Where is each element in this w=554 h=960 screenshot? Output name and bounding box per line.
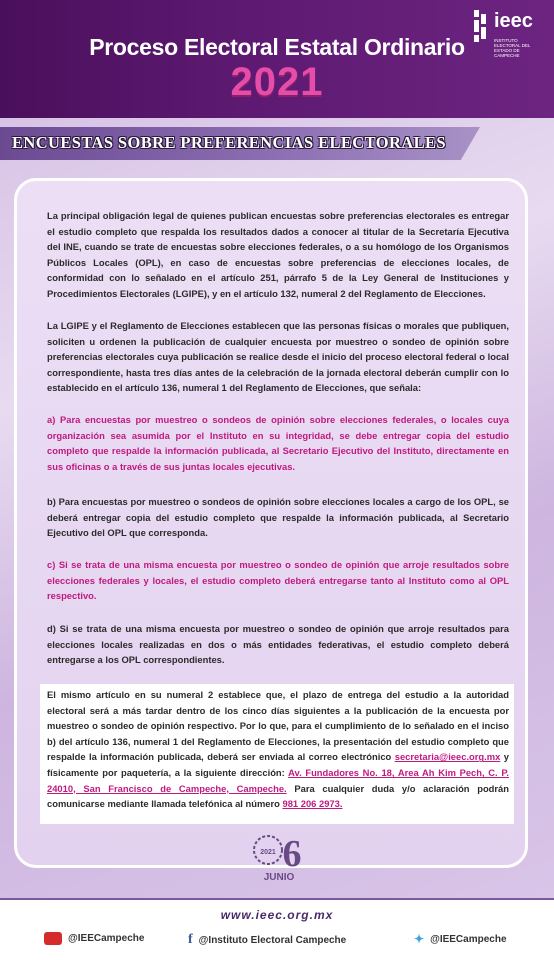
phone-link[interactable]: 981 206 2973. (282, 798, 343, 810)
deadline-text-1: El mismo artículo en su numeral 2 establece que, el plazo de entrega del estudio a la autoridad electoral será a más tardar dentro de los cinco días siguientes a la publicación de la encuesta por muestreo o sondeo de opinión respectivo. Por lo que, para el cumplimiento de lo señalado en el inciso b) del artículo 136, numeral 1 del Reglamento de Elecciones, la presentación del estudio completo que respalde la información publicada, deberá ser enviada al correo electrónico (47, 689, 509, 763)
paragraph-item-b: b) Para encuestas por muestreo o sondeos de opinión sobre elecciones locales a cargo de los OPL, se deberá entregar copia del estudio completo que respalde la información publicada, al Secretario Ejecutivo del OPL que corresponda. (47, 496, 509, 539)
emblem-year: 2021 (260, 849, 276, 856)
twitter-handle: @IEECampeche (430, 933, 507, 945)
youtube-icon (44, 932, 62, 945)
youtube-link[interactable] (44, 932, 144, 945)
emblem-day: 6 (282, 833, 302, 875)
paragraph-item-d: d) Si se trata de una misma encuesta por muestreo o sondeo de opinión que arroje resultados para elecciones locales realizadas en dos o más entidades federativas, el estudio completo deberá entregarse a los OPL correspondientes. (47, 623, 509, 666)
facebook-link[interactable] (188, 932, 346, 948)
youtube-handle: @IEECampeche (68, 933, 145, 944)
twitter-link[interactable] (414, 932, 507, 946)
paragraph-lgipe: La LGIPE y el Reglamento de Elecciones establecen que las personas físicas o morales que publiquen, soliciten u ordenen la publicación de cualquier encuesta por muestreo o sondeo de opinión sobre preferencias electorales cuya publicación se realice desde el inicio del proceso electoral federal o local correspondiente, hasta tres días antes de la celebración de la jornada electoral deberán cumplir con lo establecido en el artículo 136, numeral 1 del Reglamento de Elecciones, que señala: (47, 320, 509, 394)
paragraph-deadline (47, 687, 509, 812)
logo-subtitle: INSTITUTO ELECTORAL DEL ESTADO DE CAMPECHE (494, 38, 531, 58)
deadline-text-3: Para cualquier duda y/o aclaración podrán comunicarse mediante llamada telefónica al número (47, 782, 509, 810)
website-link[interactable]: www.ieec.org.mx (220, 908, 334, 922)
deadline-text-2: y físicamente por paquetería, a la siguiente dirección: (47, 751, 509, 778)
page-title: Proceso Electoral Estatal Ordinario (89, 34, 465, 60)
section-title: ENCUESTAS SOBRE PREFERENCIAS ELECTORALES (12, 133, 446, 152)
emblem-month: JUNIO (263, 872, 295, 882)
facebook-handle: @Instituto Electoral Campeche (198, 934, 347, 946)
email-link[interactable]: secretaria@ieec.org.mx (394, 751, 501, 763)
paragraph-item-c: c) Si se trata de una misma encuesta por muestreo o sondeo de opinión que arroje resultados sobre elecciones federales y locales, el estudio completo deberá entregarse tanto al Instituto como al OPL respectivo. (47, 559, 509, 602)
paragraph-item-a: a) Para encuestas por muestreo o sondeos de opinión sobre elecciones federales, o locales cuya organización sea asumida por el Instituto en su integridad, se debe entregar copia del estudio completo que respalde la información publicada, al Secretario Ejecutivo del Instituto, directamente en sus oficinas o a través de sus juntas locales ejecutivas. (47, 414, 509, 472)
twitter-icon: ✦ (414, 932, 425, 946)
address-link[interactable]: Av. Fundadores No. 18, Area Ah Kim Pech, C. P. 24010, San Francisco de Campeche, Campeche. (47, 766, 509, 794)
paragraph-intro: La principal obligación legal de quienes publican encuestas sobre preferencias electorales es entregar el estudio completo que respalda los resultados dados a conocer al titular de la Secretaría Ejecutiva del INE, cuando se trate de encuestas sobre elecciones federales, o a su homólogo de los Organismos Públicos Locales (OPL), en caso de encuestas sobre preferencias de elecciones locales, de conformidad con lo señalado en el artículo 251, párrafo 5 de la Ley General de Instituciones y Procedimientos Electorales (LGIPE), y en el artículo 132, numeral 2 del Reglamento de Elecciones. (47, 210, 509, 299)
logo-text: ieec (494, 10, 533, 32)
page-year: 2021 (230, 60, 324, 104)
election-day-emblem (246, 824, 312, 882)
facebook-icon: f (188, 932, 193, 947)
